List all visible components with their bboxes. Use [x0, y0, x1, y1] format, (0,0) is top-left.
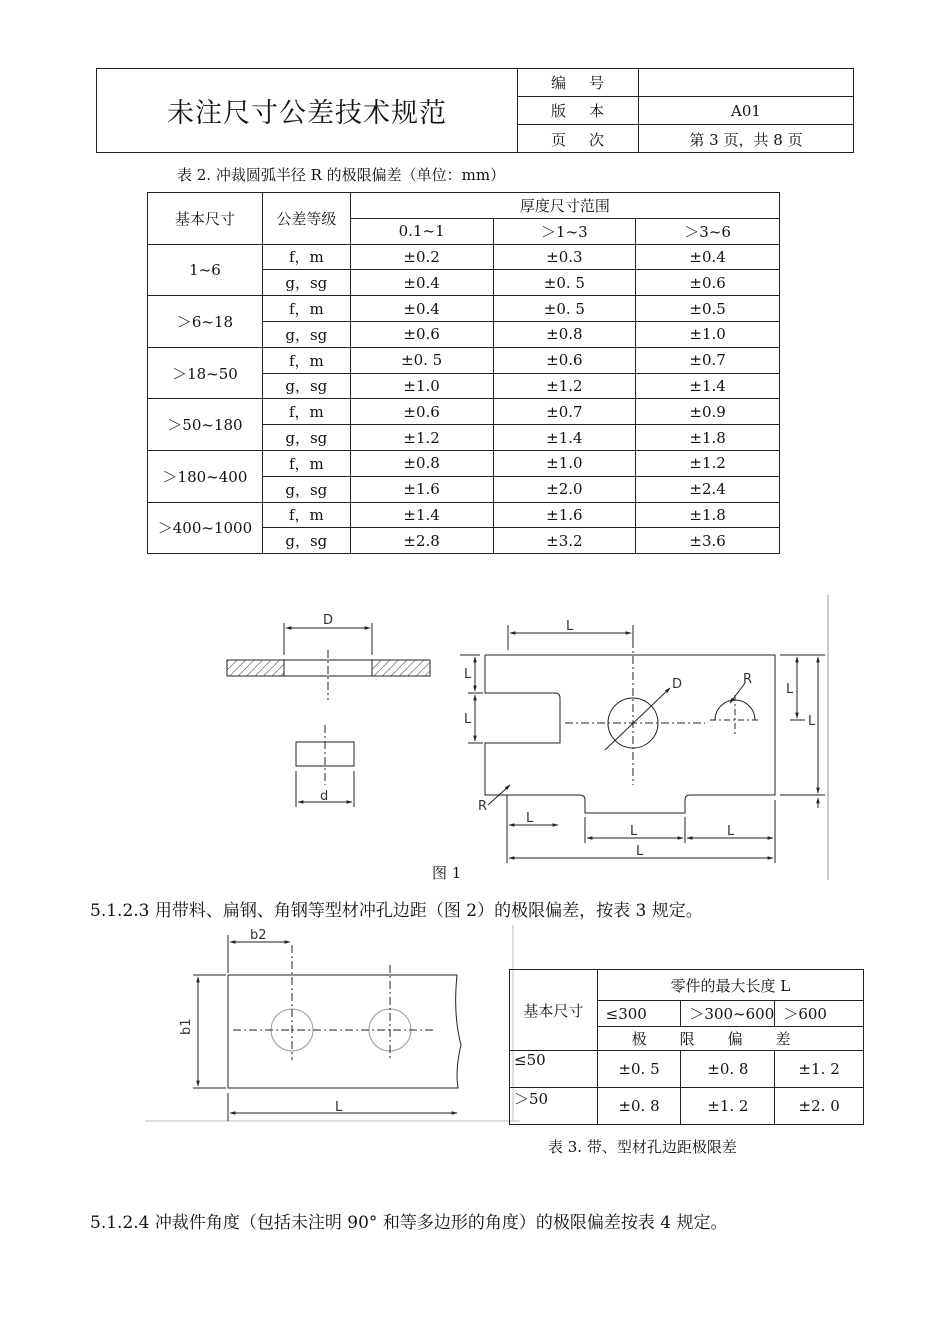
strip-outline — [228, 975, 461, 1088]
table2-row — [148, 244, 780, 270]
table3-cell: ±0. 8 — [681, 1051, 775, 1088]
table3-cell: ±2. 0 — [775, 1088, 864, 1125]
fig1-label-D-hole: D — [672, 677, 683, 692]
table2-size-cell: ＞180~400 — [148, 450, 263, 502]
figure2-drawing — [145, 925, 520, 1125]
table2-value-cell: ±0. 5 — [350, 347, 493, 373]
table2-row — [148, 399, 780, 425]
table2-row — [148, 502, 780, 528]
table2-value-cell: ±0.4 — [350, 296, 493, 322]
table2-value-cell: ±0.7 — [493, 399, 636, 425]
table2-grade-cell: f，m — [262, 502, 350, 528]
table2-caption: 表 2. 冲裁圆弧半径 R 的极限偏差（单位：mm） — [177, 166, 506, 184]
table3-cell: ±0. 5 — [597, 1051, 681, 1088]
fig1-label-L-left: L — [526, 811, 534, 826]
fig2-label-b2: b2 — [250, 928, 267, 943]
table3-cell: ±0. 8 — [597, 1088, 681, 1125]
table2-value-cell: ±1.6 — [493, 502, 636, 528]
table3-cell: ±1. 2 — [775, 1051, 864, 1088]
table2-value-cell: ±1.0 — [350, 373, 493, 399]
table2-value-cell: ±1.2 — [493, 373, 636, 399]
table3-range: ＞300~600 — [681, 1001, 775, 1027]
table2-value-cell: ±3.2 — [493, 528, 636, 554]
table2-value-cell: ±0.6 — [493, 347, 636, 373]
table2-size-cell: ＞50~180 — [148, 399, 263, 451]
washer-hatched-right — [372, 660, 430, 676]
table2-header-range: 厚度尺寸范围 — [350, 193, 779, 219]
fig1-label-L-top: L — [566, 619, 574, 634]
table3-range: ≤300 — [597, 1001, 681, 1027]
table2-value-cell: ±0.6 — [350, 399, 493, 425]
table2-value-cell: ±3.6 — [636, 528, 780, 554]
table2-value-cell: ±1.8 — [636, 502, 780, 528]
figure1-caption: 图 1 — [432, 864, 462, 882]
table2-value-cell: ±0.4 — [350, 270, 493, 296]
table2-header-grade: 公差等级 — [262, 193, 350, 245]
table2-grade-cell: g，sg — [262, 425, 350, 451]
fig1-label-L-right-short: L — [786, 682, 794, 697]
table2-range: ＞1~3 — [493, 218, 636, 244]
table3-caption: 表 3. 带、型材孔边距极限差 — [548, 1138, 737, 1156]
table2-row — [148, 296, 780, 322]
table2-value-cell: ±2.0 — [493, 476, 636, 502]
table2-value-cell: ±1.8 — [636, 425, 780, 451]
fig2-label-b1: b1 — [179, 1018, 194, 1035]
table2-grade-cell: f，m — [262, 244, 350, 270]
table2-value-cell: ±1.4 — [350, 502, 493, 528]
table2-value-cell: ±1.2 — [350, 425, 493, 451]
table3-cell: ±1. 2 — [681, 1088, 775, 1125]
paragraph-5-1-2-4: 5.1.2.4 冲裁件角度（包括未注明 90° 和等多边形的角度）的极限偏差按表 4 规定。 — [90, 1213, 728, 1233]
fig1-label-R-arc: R — [743, 672, 753, 687]
table2-value-cell: ±0.8 — [350, 450, 493, 476]
table2-value-cell: ±1.4 — [636, 373, 780, 399]
table2-grade-cell: f，m — [262, 450, 350, 476]
header-row-page — [518, 125, 853, 153]
header-value-number — [639, 69, 853, 96]
table2-row — [148, 347, 780, 373]
table3 — [509, 969, 864, 1125]
table2-value-cell: ±1.4 — [493, 425, 636, 451]
table2-size-cell: 1~6 — [148, 244, 263, 296]
table2-grade-cell: f，m — [262, 296, 350, 322]
fig1-label-d: d — [320, 789, 329, 804]
table2-grade-cell: g，sg — [262, 321, 350, 347]
header-label-number: 编 号 — [518, 69, 639, 96]
table2-value-cell: ±0. 5 — [493, 296, 636, 322]
table2-grade-cell: g，sg — [262, 373, 350, 399]
table2-value-cell: ±1.2 — [636, 450, 780, 476]
table2-value-cell: ±0.9 — [636, 399, 780, 425]
header-row-number — [518, 69, 853, 97]
table2-row — [148, 450, 780, 476]
table2-grade-cell: g，sg — [262, 528, 350, 554]
fig1-label-L-right: L — [727, 824, 735, 839]
table2-value-cell: ±0.4 — [636, 244, 780, 270]
header-label-version: 版 本 — [518, 97, 639, 124]
header-label-page: 页 次 — [518, 125, 639, 153]
table2-value-cell: ±1.0 — [493, 450, 636, 476]
table2-value-cell: ±2.4 — [636, 476, 780, 502]
fig1-label-D: D — [323, 613, 334, 628]
table2-value-cell: ±0.3 — [493, 244, 636, 270]
paragraph-5-1-2-3: 5.1.2.3 用带料、扁钢、角钢等型材冲孔边距（图 2）的极限偏差，按表 3 规定。 — [90, 901, 703, 921]
fig1-label-L-mid: L — [630, 824, 638, 839]
header-value-page: 第 3 页，共 8 页 — [689, 130, 803, 149]
table2-value-cell: ±0.7 — [636, 347, 780, 373]
table2-size-cell: ＞18~50 — [148, 347, 263, 399]
table2-grade-cell: f，m — [262, 399, 350, 425]
table2-value-cell: ±0.5 — [636, 296, 780, 322]
table2-grade-cell: g，sg — [262, 476, 350, 502]
table3-size: ≤50 — [510, 1051, 598, 1088]
table3-deviation-label: 极 限 偏 差 — [597, 1027, 863, 1051]
table2-value-cell: ±2.8 — [350, 528, 493, 554]
fig1-label-L-left-short: L — [464, 667, 472, 682]
header-value-version: A01 — [731, 101, 761, 120]
table2-value-cell: ±0.2 — [350, 244, 493, 270]
table2-value-cell: ±1.6 — [350, 476, 493, 502]
table2-grade-cell: f，m — [262, 347, 350, 373]
fig2-label-L: L — [335, 1100, 343, 1115]
table3-header-base: 基本尺寸 — [510, 970, 598, 1051]
fig1-label-L-bottom: L — [636, 844, 644, 859]
table2-size-cell: ＞6~18 — [148, 296, 263, 348]
table2-value-cell: ±1.0 — [636, 321, 780, 347]
table2-value-cell: ±0. 5 — [493, 270, 636, 296]
table2-value-cell: ±0.6 — [636, 270, 780, 296]
document-header — [96, 68, 854, 153]
plate-outline — [485, 655, 775, 813]
table3-header-length: 零件的最大长度 L — [597, 970, 863, 1001]
document-title: 未注尺寸公差技术规范 — [97, 69, 518, 152]
table2-size-cell: ＞400~1000 — [148, 502, 263, 554]
table2-header-base: 基本尺寸 — [148, 193, 263, 245]
table2-range: 0.1~1 — [350, 218, 493, 244]
table2 — [147, 192, 780, 554]
fig1-label-R-corner: R — [478, 799, 488, 814]
figure1-drawing — [200, 595, 830, 880]
washer-hatched-left — [227, 660, 284, 676]
fig1-label-L-right-long: L — [808, 714, 816, 729]
table2-value-cell: ±0.8 — [493, 321, 636, 347]
table3-size: ＞50 — [510, 1088, 598, 1125]
table3-range: ＞600 — [775, 1001, 864, 1027]
table2-grade-cell: g，sg — [262, 270, 350, 296]
header-row-version — [518, 97, 853, 125]
table2-range: ＞3~6 — [636, 218, 780, 244]
fig1-label-L-left-long: L — [464, 712, 472, 727]
table2-value-cell: ±0.6 — [350, 321, 493, 347]
